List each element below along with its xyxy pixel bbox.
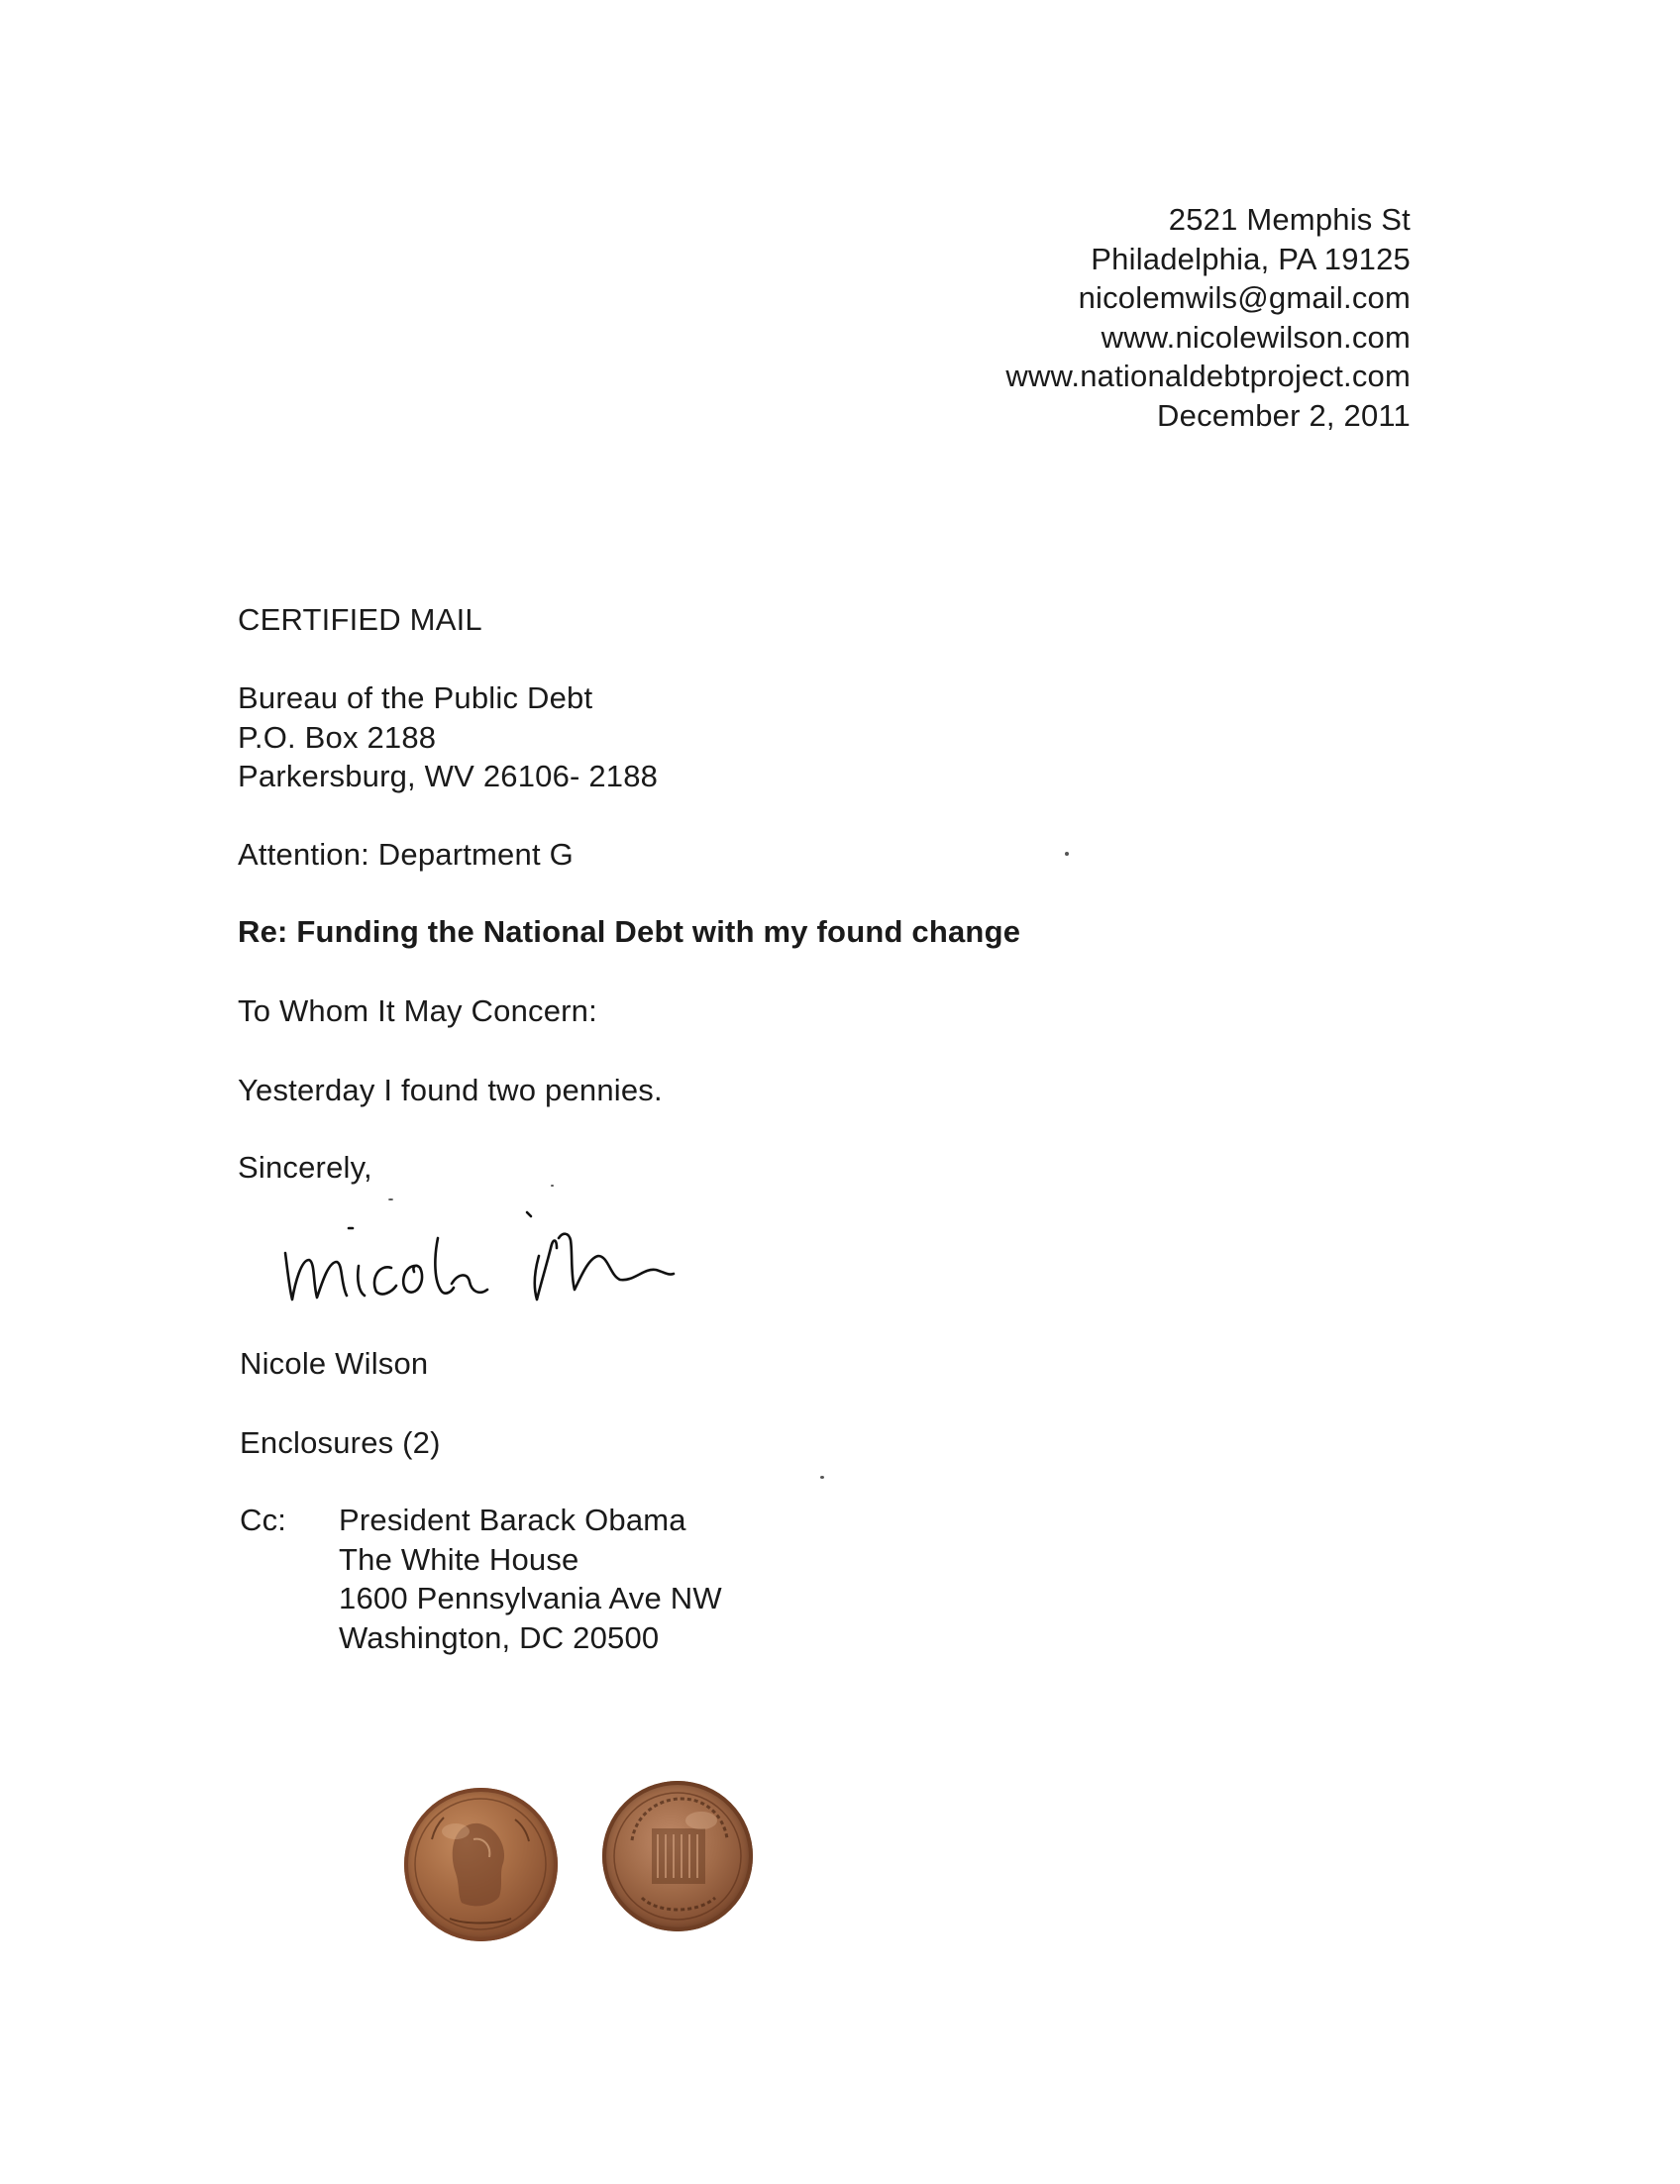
sender-street: 2521 Memphis St bbox=[1168, 202, 1411, 237]
mail-type: CERTIFIED MAIL bbox=[238, 602, 482, 637]
signature-drawing bbox=[267, 1189, 763, 1337]
scan-speck bbox=[388, 1198, 393, 1200]
scan-speck bbox=[551, 1185, 554, 1187]
enclosed-pennies bbox=[396, 1773, 812, 1961]
sender-email: nicolemwils@gmail.com bbox=[1078, 280, 1411, 315]
cc-city: Washington, DC 20500 bbox=[339, 1619, 660, 1655]
recipient-address-block bbox=[238, 678, 658, 796]
letter-body: Yesterday I found two pennies. bbox=[238, 1073, 663, 1107]
penny-obverse-image bbox=[404, 1788, 558, 1941]
signer-name: Nicole Wilson bbox=[240, 1346, 429, 1381]
attention-line: Attention: Department G bbox=[238, 837, 574, 872]
salutation: To Whom It May Concern: bbox=[238, 993, 597, 1028]
recipient-city: Parkersburg, WV 26106- 2188 bbox=[238, 759, 659, 793]
cc-label: Cc: bbox=[240, 1503, 287, 1537]
handwritten-signature bbox=[267, 1189, 763, 1337]
subject-line: Re: Funding the National Debt with my found change bbox=[238, 914, 1021, 949]
recipient-name: Bureau of the Public Debt bbox=[238, 680, 593, 715]
closing: Sincerely, bbox=[238, 1150, 372, 1185]
scan-speck bbox=[820, 1476, 824, 1479]
cc-organization: The White House bbox=[339, 1541, 579, 1577]
sender-website: www.nicolewilson.com bbox=[1101, 319, 1411, 355]
scan-speck bbox=[1065, 852, 1069, 856]
sender-city: Philadelphia, PA 19125 bbox=[1091, 241, 1411, 276]
sender-address-block bbox=[1005, 200, 1411, 435]
letter-date: December 2, 2011 bbox=[1157, 397, 1411, 433]
cc-address-block bbox=[339, 1501, 722, 1657]
cc-name: President Barack Obama bbox=[339, 1503, 686, 1537]
penny-reverse-image bbox=[602, 1781, 753, 1931]
sender-project-website: www.nationaldebtproject.com bbox=[1005, 359, 1411, 393]
enclosures-note: Enclosures (2) bbox=[240, 1425, 441, 1460]
recipient-po-box: P.O. Box 2188 bbox=[238, 719, 437, 755]
cc-street: 1600 Pennsylvania Ave NW bbox=[339, 1581, 722, 1615]
